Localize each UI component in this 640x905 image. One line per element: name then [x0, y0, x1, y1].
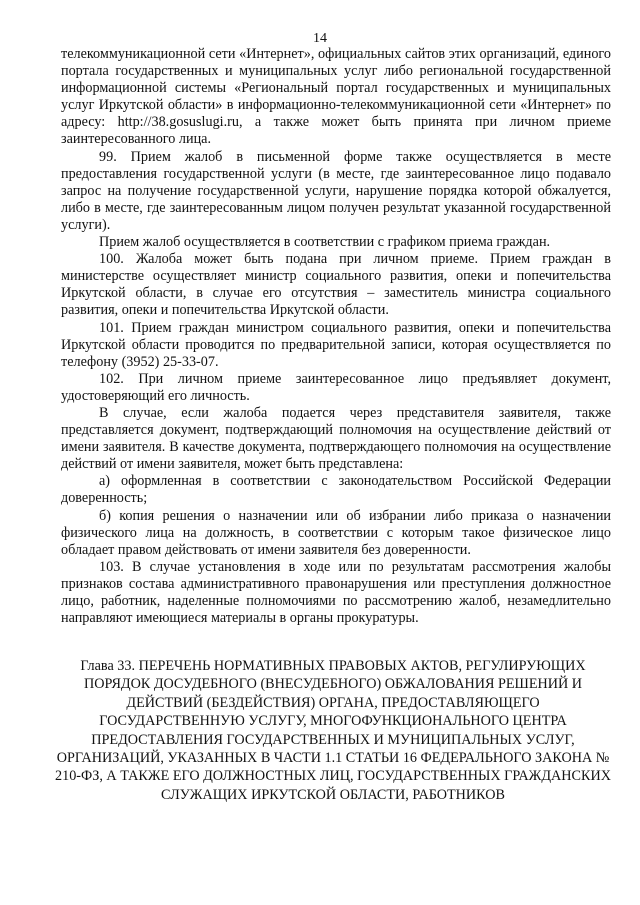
paragraph-item-101: 101. Прием граждан министром социального развития, опеки и попечительства Иркутской области проводится по предварительной записи, которая осуществляется по телефону (3952) 25-33-07.	[61, 319, 611, 370]
paragraph-continuation: телекоммуникационной сети «Интернет», официальных сайтов этих организаций, единого портала государственных и муниципальных услуг либо региональной государственной информационной системы «Региональный портал государственных и муниципальных услуг Иркутской области» в информационно-телекоммуникационной сети «Интернет» по адресу: http://38.gosuslugi.ru, а также может быть принята при личном приеме заинтересованного лица.	[61, 46, 611, 148]
page-number: 14	[313, 31, 327, 46]
paragraph-subitem-a: а) оформленная в соответствии с законодательством Российской Федерации доверенность;	[61, 473, 611, 507]
paragraph-subitem-b: б) копия решения о назначении или об избрании либо приказа о назначении физического лица на должность, в соответствии с которым такое физическое лицо обладает правом действовать от имени заявителя без доверенности.	[61, 507, 611, 558]
paragraph-item-99: 99. Прием жалоб в письменной форме также осуществляется в месте предоставления государственной услуги (в месте, где заинтересованное лицо подавало запрос на получение государственной услуги, нарушение порядка которой обжалуется, либо в месте, где заинтересованным лицом получен результат указанной государственной услуги).	[61, 148, 611, 233]
paragraph-item-102: 102. При личном приеме заинтересованное лицо предъявляет документ, удостоверяющий его личность.	[61, 370, 611, 404]
paragraph-reception-schedule: Прием жалоб осуществляется в соответствии с графиком приема граждан.	[99, 234, 551, 251]
paragraph-item-100: 100. Жалоба может быть подана при личном приеме. Прием граждан в министерстве осуществляет министр социального развития, опеки и попечительства Иркутской области, в случае его отсутствия – заместитель министра социального развития, опеки и попечительства Иркутской области.	[61, 251, 611, 319]
document-body	[61, 46, 611, 627]
chapter-heading: Глава 33. ПЕРЕЧЕНЬ НОРМАТИВНЫХ ПРАВОВЫХ АКТОВ, РЕГУЛИРУЮЩИХ ПОРЯДОК ДОСУДЕБНОГО (ВНЕСУДЕБНОГО) ОБЖАЛОВАНИЯ РЕШЕНИЙ И ДЕЙСТВИЙ (БЕЗДЕЙСТВИЯ) ОРГАНА, ПРЕДОСТАВЛЯЮЩЕГО ГОСУДАРСТВЕННУЮ УСЛУГУ, МНОГОФУНКЦИОНАЛЬНОГО ЦЕНТРА ПРЕДОСТАВЛЕНИЯ ГОСУДАРСТВЕННЫХ И МУНИЦИПАЛЬНЫХ УСЛУГ, ОРГАНИЗАЦИЙ, УКАЗАННЫХ В ЧАСТИ 1.1 СТАТЬИ 16 ФЕДЕРАЛЬНОГО ЗАКОНА № 210-ФЗ, А ТАКЖЕ ЕГО ДОЛЖНОСТНЫХ ЛИЦ, ГОСУДАРСТВЕННЫХ ГРАЖДАНСКИХ СЛУЖАЩИХ ИРКУТСКОЙ ОБЛАСТИ, РАБОТНИКОВ	[55, 658, 611, 803]
paragraph-representative: В случае, если жалоба подается через представителя заявителя, также представляется документ, подтверждающий полномочия на осуществление действий от имени заявителя. В качестве документа, подтверждающего полномочия на осуществление действий от имени заявителя, может быть представлена:	[61, 404, 611, 473]
paragraph-item-103: 103. В случае установления в ходе или по результатам рассмотрения жалобы признаков состава административного правонарушения или преступления должностное лицо, работник, наделенные полномочиями по рассмотрению жалоб, незамедлительно направляют имеющиеся материалы в органы прокуратуры.	[61, 558, 611, 627]
